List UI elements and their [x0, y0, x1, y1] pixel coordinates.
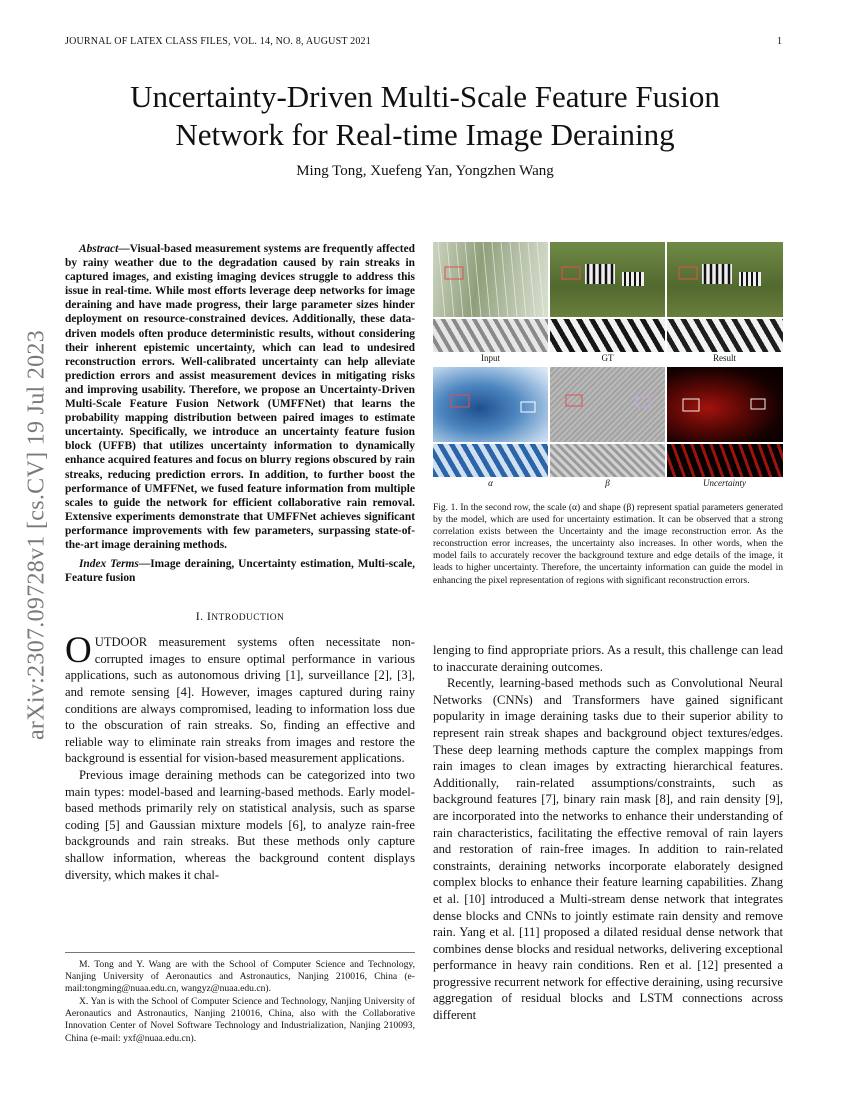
- intro-paragraph-3: Recently, learning-based methods such as Convolutional Neural Networks (CNNs) and Transformers have gained significant popularity in image deraining tasks due to their superior ability to represent rain streak shapes and background object textures/edges. These deep learning methods capture the complex mappings from rain images to clean images by extracting hierarchical features. Additionally, rain-related assumptions/constraints, such as background features [7], binary rain mask [8], and rain density [9], are incorporated into the networks to enhance their understanding of rain characteristics, facilitating the effective removal of rain layers and restoration of rain-free images. In addition to rain-related constraints, deraining networks incorporate elaborately designed complex blocks to enhance their feature learning capabilities. Zhang et al. [10] introduced a Multi-stream dense network that integrates dense blocks and CNNs to jointly estimate rain density and remove rain. Yang et al. [11] proposed a dilated residual dense network that combines dense blocks and residual networks, delivering exceptional performance in heavy rain conditions. Ren et al. [12] presented a progressive recurrent network for effective deraining, using recursive aggregation of residual blocks and LSTM connections across different: [433, 676, 783, 1023]
- uncertainty-map: [667, 367, 783, 442]
- intro-text-left: [65, 630, 415, 883]
- page-number: 1: [777, 36, 782, 47]
- abstract-text: —Visual-based measurement systems are frequently affected by rainy weather due to the degradation caused by rain streaks in captured images, and existing imaging devices struggle to address this issue in real-time. While most efforts leverage deep networks for image deraining and have made progress, their large parameter sizes hinder deployment on resource-constrained devices. Additionally, these data-driven models often produce deterministic results, without considering their inherent epistemic uncertainty, which can lead to undesired reconstruction errors. Well-calibrated uncertainty can help alleviate prediction errors and assist measurement devices in mitigating risks and improving usability. Therefore, we propose an Uncertainty-Driven Multi-Scale Feature Fusion Network (UMFFNet) that learns the probability mapping distribution between paired images to estimate uncertainty. Specifically, we introduce an uncertainty feature fusion block (UFFB) that utilizes uncertainty information to dynamically enhance acquired features and focus on blurry regions obscured by rain streaks, reducing prediction errors. In addition, to further boost the performance of UMFFNet, we fused feature information from multiple scales to guide the network for efficient collaborative rain removal. Extensive experiments demonstrate that UMFFNet achieves significant performance improvements with few parameters, surpassing state-of-the-art image deraining methods.: [65, 243, 415, 551]
- figure-1: [433, 242, 783, 492]
- section-title: NTRODUCTION: [211, 613, 285, 624]
- figure-caption: Fig. 1. In the second row, the scale (α) and shape (β) represent spatial parameters generated by the model, which are used for uncertainty estimation. It can be observed that a strong correlation exists between the Uncertainty and the image reconstruction error. As the reconstruction error increases, the uncertainty also increases. In other words, when the model fails to accurately recover the background texture and edge details of the image, it leads to higher uncertainty. Therefore, the uncertainty information can guide the model in enhancing the pixel representation of regions with significant reconstruction errors.: [433, 503, 783, 586]
- result-zoom-crop: [667, 319, 783, 352]
- abstract: [65, 242, 415, 552]
- beta-map: [550, 367, 665, 442]
- rain-streaks-icon: [433, 242, 548, 317]
- label-beta: β: [605, 478, 610, 488]
- intro-paragraph-2-continued: lenging to find appropriate priors. As a result, this challenge can lead to inaccurate deraining outcomes.: [433, 643, 783, 674]
- alpha-zoom-crop: [433, 444, 548, 477]
- title-line-1: Uncertainty-Driven Multi-Scale Feature Fusion: [130, 79, 720, 114]
- label-result: Result: [712, 353, 736, 363]
- zebra-icon: [550, 242, 665, 317]
- arxiv-id: arXiv:2307.09728v1 [cs.CV] 19 Jul 2023: [23, 329, 50, 741]
- beta-zoom-crop: [550, 444, 665, 477]
- gt-image: [550, 242, 665, 317]
- running-header: JOURNAL OF LATEX CLASS FILES, VOL. 14, NO. 8, AUGUST 2021: [65, 36, 371, 47]
- input-image: [433, 242, 548, 317]
- arxiv-watermark: [22, 295, 52, 775]
- alpha-map: [433, 367, 548, 442]
- footnote-2: X. Yan is with the School of Computer Science and Technology, Nanjing University of Aeronautics and Astronautics, Nanjing 210016, China, also with the Collaborative Innovation Center of Novel Software Technology and Industrialization, Nanjing 210093, China (e-mail: yxf@nuaa.edu.cn).: [65, 996, 415, 1044]
- footnotes: [65, 952, 415, 1045]
- index-terms-label: Index Terms: [79, 558, 139, 571]
- drop-cap: O: [65, 630, 92, 672]
- title-line-2: Network for Real-time Image Deraining: [175, 117, 675, 152]
- right-column-text: [433, 642, 783, 1024]
- section-heading: [65, 609, 415, 624]
- gt-zoom-crop: [550, 319, 665, 352]
- label-input: Input: [481, 353, 500, 363]
- label-alpha: α: [488, 478, 493, 488]
- uncertainty-zoom-crop: [667, 444, 783, 477]
- abstract-label: Abstract: [79, 243, 119, 255]
- paper-title: [60, 78, 790, 154]
- section-numeral: I. I: [195, 609, 212, 624]
- uncertainty-map-box: [667, 367, 783, 442]
- label-gt: GT: [601, 353, 614, 363]
- zebra-icon: [667, 242, 783, 317]
- intro-paragraph-1: [65, 630, 415, 767]
- left-column: [65, 242, 415, 883]
- index-terms: [65, 557, 415, 585]
- intro-paragraph-2: Previous image deraining methods can be categorized into two main types: model-based and learning-based methods. Early model-based methods primarily rely on statistical analysis, such as sparse coding [5] and Gaussian mixture models [6], to analyze rain-free backgrounds and rain streaks. But these methods only capture shallow information, whereas the background content displays diversity, which makes it chal-: [65, 768, 415, 882]
- intro-paragraph-1-text: UTDOOR measurement systems often necessitate non-corrupted images to ensure optimal performance in various applications, such as autonomous driving [1], surveillance [2], [3], and remote sensing [4]. However, images captured during rainy conditions are always compromised, leading to information loss due to the obscuration of rain streaks. So, finding an effective and reliable way to eliminate rain streaks from images and restore the background is essential for vision-based measurement applications.: [65, 635, 415, 766]
- footnote-1: M. Tong and Y. Wang are with the School of Computer Science and Technology, Nanjing University of Aeronautics and Astronautics, Nanjing 210016, China (e-mail:tongming@nuaa.edu.cn, wangyz@nuaa.edu.cn).: [65, 959, 415, 995]
- label-uncertainty: Uncertainty: [703, 478, 746, 488]
- alpha-map-box: [433, 367, 548, 442]
- beta-map-box: [550, 367, 665, 442]
- index-terms-text: —Image deraining, Uncertainty estimation, Multi-scale, Feature fusion: [65, 558, 415, 585]
- result-image: [667, 242, 783, 317]
- input-zoom-crop: [433, 319, 548, 352]
- author-list: Ming Tong, Xuefeng Yan, Yongzhen Wang: [296, 163, 554, 179]
